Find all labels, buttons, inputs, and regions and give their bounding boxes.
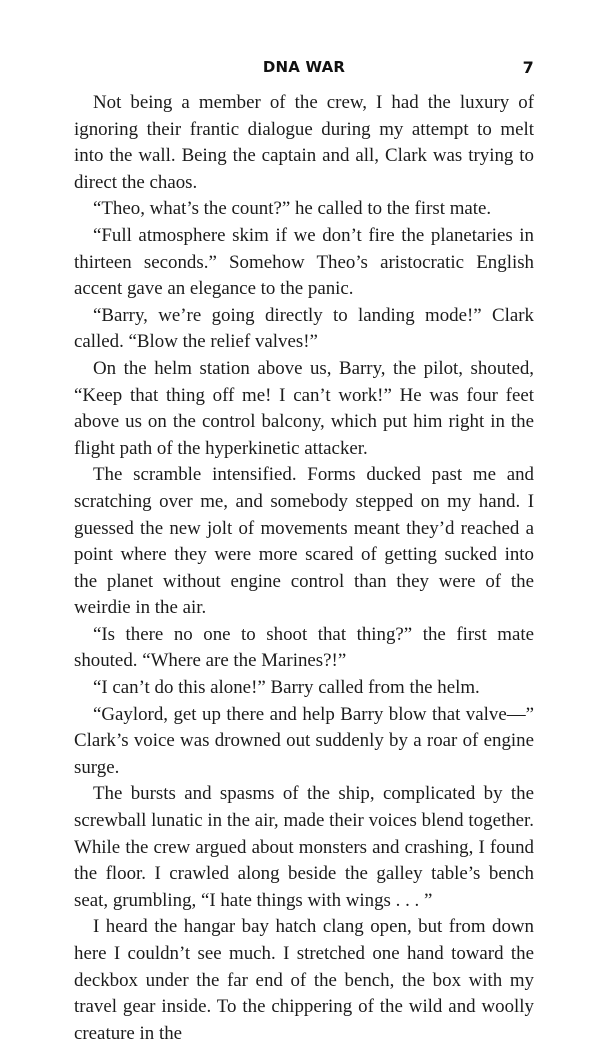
body-text bbox=[74, 90, 534, 1047]
paragraph: The scramble intensified. Forms ducked past me and scratching over me, and somebody stepped on my hand. I guessed the new jolt of movements meant they’d reached a point where they were more scared of getting sucked into the planet without engine control than they were of the weirdie in the air. bbox=[74, 464, 534, 619]
paragraph: “Is there no one to shoot that thing?” the first mate shouted. “Where are the Marines?!” bbox=[74, 623, 534, 672]
paragraph: The bursts and spasms of the ship, complicated by the screwball lunatic in the air, made their voices blend together. While the crew argued about monsters and crashing, I found the floor. I crawled along beside the galley table’s bench seat, grumbling, “I hate things with wings . . . ” bbox=[74, 783, 534, 911]
paragraph: “Full atmosphere skim if we don’t fire the planetaries in thirteen seconds.” Somehow Theo’s aristocratic English accent gave an elegance to the panic. bbox=[74, 224, 534, 300]
paragraph: Not being a member of the crew, I had the luxury of ignoring their frantic dialogue during my attempt to melt into the wall. Being the captain and all, Clark was trying to direct the chaos. bbox=[74, 92, 534, 193]
page-number: 7 bbox=[522, 58, 534, 77]
running-head bbox=[74, 58, 534, 80]
paragraph: “Barry, we’re going directly to landing mode!” Clark called. “Blow the relief valves!” bbox=[74, 304, 534, 353]
paragraph: “I can’t do this alone!” Barry called from the helm. bbox=[93, 677, 480, 699]
book-title: DNA WAR bbox=[262, 58, 346, 76]
paragraph: I heard the hangar bay hatch clang open, but from down here I couldn’t see much. I stretched one hand toward the deckbox under the far end of the bench, the box with my travel gear inside. To the chippering of the wild and woolly creature in the bbox=[74, 916, 534, 1044]
paragraph: “Theo, what’s the count?” he called to the first mate. bbox=[93, 198, 492, 220]
paragraph: On the helm station above us, Barry, the pilot, shouted, “Keep that thing off me! I can’t work!” He was four feet above us on the control balcony, which put him right in the flight path of the hyperkinetic attacker. bbox=[74, 357, 534, 459]
paragraph: “Gaylord, get up there and help Barry blow that valve—” Clark’s voice was drowned out suddenly by a roar of engine surge. bbox=[74, 703, 534, 778]
